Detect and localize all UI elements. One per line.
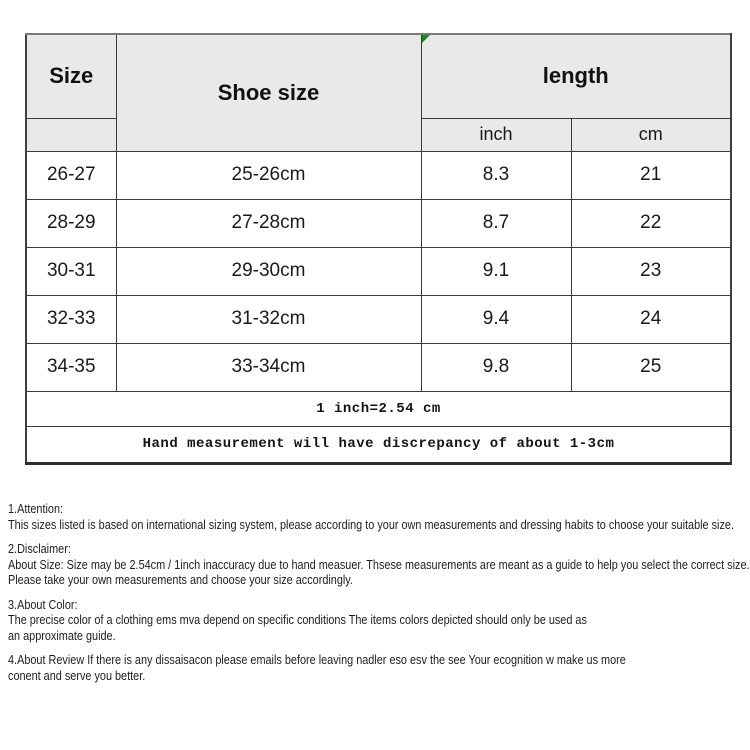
length-inch-value: 8.3 [421, 151, 571, 199]
info-text-block [8, 502, 750, 693]
shoe-size-value: 25-26cm [116, 151, 421, 199]
column-header-length-label: length [542, 63, 609, 89]
column-header-inch: inch [421, 118, 571, 151]
column-header-size: Size [26, 34, 116, 118]
table-row [26, 247, 731, 295]
attention-text: This sizes listed is based on international sizing system, please according to your own measurements and dressing habits to choose your suitable size. [8, 517, 734, 532]
length-cm-value: 21 [571, 151, 731, 199]
length-cm-value: 25 [571, 343, 731, 391]
size-chart-table [25, 33, 732, 465]
note-row-measurement-discrepancy [26, 426, 731, 463]
note-row-inch-conversion [26, 391, 731, 426]
about-color-text-line2: an approximate guide. [8, 628, 116, 643]
table-row [26, 199, 731, 247]
length-inch-value: 9.1 [421, 247, 571, 295]
attention-section [8, 502, 750, 533]
about-review-text-line1: 4.About Review If there is any dissaisacon please emails before leaving nadler eso esv the see Your ecognition w make us more [8, 653, 626, 667]
shoe-size-value: 31-32cm [116, 295, 421, 343]
cell-comment-marker-icon [422, 35, 430, 43]
empty-header-cell [26, 118, 116, 151]
length-inch-value: 8.7 [421, 199, 571, 247]
shoe-size-value: 33-34cm [116, 343, 421, 391]
length-cm-value: 23 [571, 247, 731, 295]
disclaimer-text-line1: About Size: Size may be 2.54cm / 1inch inaccuracy due to hand measuer. Thsese measurements are meant as a guide to help you select the correct size. [8, 557, 750, 572]
size-value: 30-31 [26, 247, 116, 295]
table-row [26, 295, 731, 343]
about-review-section [8, 653, 750, 684]
shoe-size-value: 27-28cm [116, 199, 421, 247]
length-inch-value: 9.4 [421, 295, 571, 343]
column-header-cm: cm [571, 118, 731, 151]
table-row [26, 343, 731, 391]
measurement-discrepancy-note: Hand measurement will have discrepancy of about 1-3cm [26, 426, 731, 463]
about-review-text-line2: conent and serve you better. [8, 668, 146, 683]
disclaimer-section [8, 542, 750, 589]
column-header-length [421, 34, 731, 118]
size-value: 26-27 [26, 151, 116, 199]
about-color-text-line1: The precise color of a clothing ems mva depend on specific conditions The items colors depicted should only be used as [8, 613, 587, 627]
column-header-shoe-size: Shoe size [116, 34, 421, 151]
length-cm-value: 24 [571, 295, 731, 343]
header-row-main [26, 34, 731, 118]
length-cm-value: 22 [571, 199, 731, 247]
size-value: 32-33 [26, 295, 116, 343]
attention-heading: 1.Attention: [8, 502, 64, 516]
inch-conversion-note: 1 inch=2.54 cm [26, 391, 731, 426]
table-row [26, 151, 731, 199]
disclaimer-heading: 2.Disclaimer: [8, 542, 71, 556]
about-color-section [8, 598, 750, 645]
about-color-heading: 3.About Color: [8, 597, 78, 612]
disclaimer-text-line2: Please take your own measurements and choose your size accordingly. [8, 573, 353, 587]
shoe-size-value: 29-30cm [116, 247, 421, 295]
size-value: 34-35 [26, 343, 116, 391]
size-value: 28-29 [26, 199, 116, 247]
length-inch-value: 9.8 [421, 343, 571, 391]
